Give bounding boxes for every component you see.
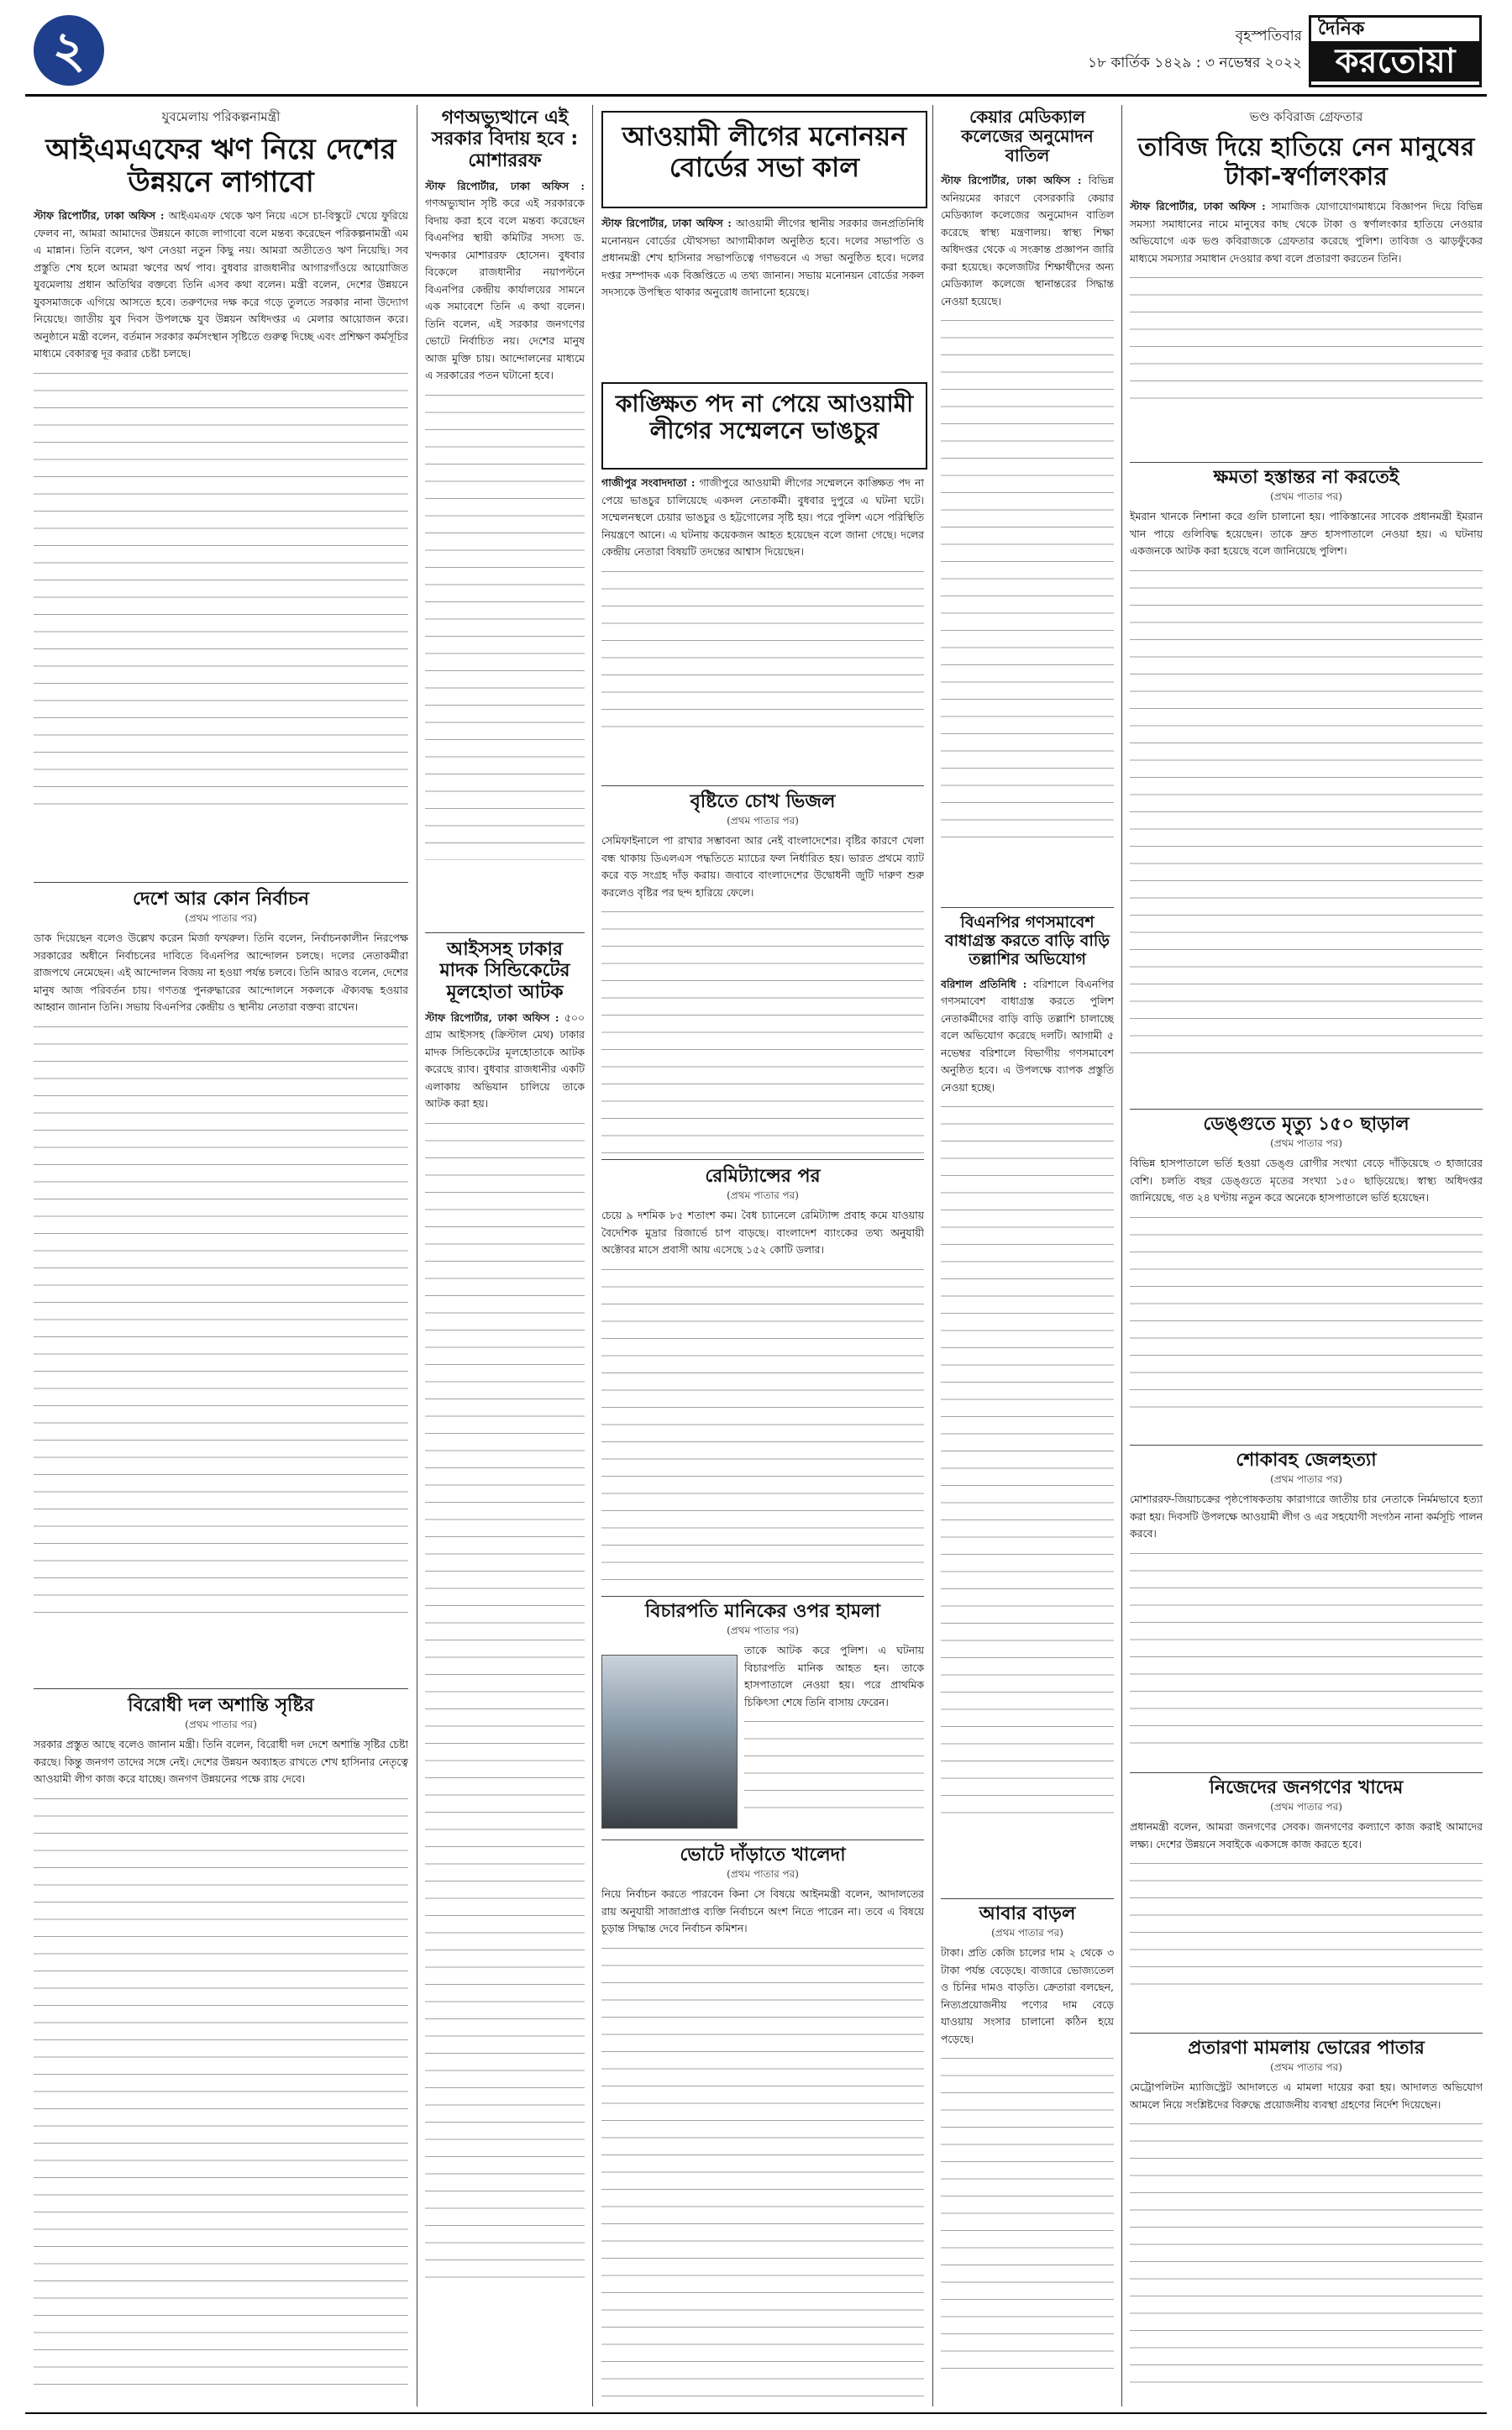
article-text: ৫০০ গ্রাম আইসসহ (ক্রিস্টাল মেথ) ঢাকার মাদক সিন্ডিকেটের মূলহোতাকে আটক করেছে র‌্যাব। বুধবার রাজধানীর একটি এলাকায় অভিযান চালিয়ে তাকে আটক করা হয়। bbox=[425, 1010, 585, 1110]
continued-label: (প্রথম পাতার পর) bbox=[1270, 491, 1342, 503]
article-title: প্রতারণা মামলায় ভোরের পাতার bbox=[1188, 2038, 1425, 2059]
article-body bbox=[425, 1010, 585, 2312]
section-rule bbox=[601, 1159, 924, 1160]
masthead-main: করতোয়া bbox=[1311, 41, 1479, 81]
article-text: তাকে আটক করে পুলিশ। এ ঘটনায় বিচারপতি মানিক আহত হন। তাকে হাসপাতালে নেওয়া হয়। পরে প্রাথমিক চিকিৎসা শেষে তিনি বাসায় ফেরেন। bbox=[744, 1644, 924, 1708]
lead-headline-box bbox=[601, 111, 927, 208]
continued-label: (প্রথম পাতার পর) bbox=[1270, 2061, 1342, 2074]
article-servants bbox=[1130, 1777, 1483, 2020]
continued-label: (প্রথম পাতার পর) bbox=[1270, 1473, 1342, 1486]
header-rule bbox=[25, 94, 1487, 97]
section-rule bbox=[941, 907, 1114, 908]
article-body bbox=[1130, 2079, 1483, 2415]
article-bnp-rally bbox=[941, 914, 1114, 1824]
article-body bbox=[601, 1886, 924, 2406]
article-body bbox=[34, 930, 408, 1669]
article-body bbox=[941, 172, 1114, 911]
masthead-small: দৈনিক bbox=[1318, 18, 1365, 39]
article-text: সরকার প্রস্তুত আছে বলেও জানান মন্ত্রী। তিনি বলেন, বিরোধী দল দেশে অশান্তি সৃষ্টির চেষ্টা করছে। কিন্তু জনগণ তাদের সঙ্গে নেই। দেশের উন্নয়ন অব্যাহত রাখতে শেখ হাসিনার নেতৃত্বে আওয়ামী লীগ কাজ করে যাচ্ছে। জনগণ উন্নয়নের পক্ষে রায় দেবে। bbox=[34, 1738, 408, 1786]
text-lines bbox=[941, 1101, 1114, 1824]
page-number-badge bbox=[34, 15, 104, 86]
text-lines bbox=[1130, 565, 1483, 1069]
text-lines bbox=[34, 1021, 408, 1626]
article-price-rise bbox=[941, 1903, 1114, 2415]
article-body bbox=[941, 1945, 1114, 2415]
article-body bbox=[34, 1736, 408, 2425]
text-lines bbox=[425, 1118, 585, 2294]
article-dengue bbox=[1130, 1114, 1483, 1432]
article-body bbox=[1130, 198, 1483, 459]
article-byline: স্টাফ রিপোর্টার, ঢাকা অফিস : bbox=[941, 174, 1082, 186]
article-body bbox=[34, 207, 408, 846]
section-rule bbox=[1130, 1445, 1483, 1446]
article-body bbox=[1130, 1819, 1483, 2020]
article-title: বিএনপির গণসমাবেশ বাধাগ্রস্ত করতে বাড়ি বাড়ি তল্লাশির অভিযোগ bbox=[945, 913, 1110, 968]
article-body bbox=[1130, 1155, 1483, 1432]
article-nomination bbox=[601, 215, 924, 375]
article-mosharraf bbox=[425, 108, 585, 934]
article-body bbox=[601, 832, 924, 1168]
article-title: কাঙ্ক্ষিত পদ না পেয়ে আওয়ামী লীগের সম্মেলনে ভাঙচুর bbox=[615, 390, 914, 445]
article-title: ভোটে দাঁড়াতে খালেদা bbox=[680, 1845, 846, 1866]
article-remittance bbox=[601, 1166, 924, 1593]
article-text: টাকা। প্রতি কেজি চালের দাম ২ থেকে ৩ টাকা পর্যন্ত বেড়েছে। বাজারে ভোজ্যতেল ও চিনির দামও বাড়তি। ক্রেতারা বলছেন, নিত্যপ্রয়োজনীয় পণ্যের দাম বেড়ে যাওয়ায় সংসার চালানো কঠিন হয়ে পড়েছে। bbox=[941, 1946, 1114, 2045]
masthead bbox=[1309, 15, 1482, 87]
article-title: আবার বাড়ল bbox=[979, 1903, 1076, 1924]
article-text: মেট্রোপলিটন ম্যাজিস্ট্রেট আদালতে এ মামলা দায়ের করা হয়। আদালত অভিযোগ আমলে নিয়ে সংশ্লিষ্টদের বিরুদ্ধে প্রয়োজনীয় ব্যবস্থা গ্রহণের নির্দেশ দিয়েছেন। bbox=[1130, 2081, 1483, 2111]
article-title: আইসসহ ঢাকার মাদক সিন্ডিকেটের মূলহোতা আটক bbox=[439, 939, 570, 1003]
article-title: গণঅভ্যুত্থানে এই সরকার বিদায় হবে : মোশাররফ bbox=[431, 108, 579, 171]
article-fake-healer bbox=[1130, 108, 1483, 459]
text-lines bbox=[744, 1716, 924, 1817]
article-title: তাবিজ দিয়ে হাতিয়ে নেন মানুষের টাকা-স্বর্ণালংকার bbox=[1137, 133, 1475, 192]
text-lines bbox=[1130, 1212, 1483, 1414]
text-lines bbox=[601, 906, 924, 1158]
continued-label: (প্রথম পাতার পর) bbox=[727, 1624, 799, 1637]
article-rain bbox=[601, 791, 924, 1168]
article-drugs bbox=[425, 939, 585, 2312]
day-label: বৃহস্পতিবার bbox=[1235, 28, 1302, 45]
continued-label: (প্রথম পাতার পর) bbox=[991, 1927, 1063, 1939]
continued-label: (প্রথম পাতার পর) bbox=[727, 1868, 799, 1881]
article-byline: স্টাফ রিপোর্টার, ঢাকা অফিস : bbox=[425, 179, 585, 192]
article-body bbox=[1130, 508, 1483, 1096]
article-title: রেমিট্যান্সের পর bbox=[705, 1166, 821, 1187]
article-election bbox=[34, 889, 408, 1669]
text-lines bbox=[601, 1943, 924, 2396]
article-medical-college bbox=[941, 108, 1114, 911]
article-title: কেয়ার মেডিক্যাল কলেজের অনুমোদন বাতিল bbox=[961, 107, 1094, 165]
article-text: গণঅভ্যুত্থান সৃষ্টি করে এই সরকারকে বিদায় করা হবে বলে মন্তব্য করেছেন বিএনপির স্থায়ী কমিটির সদস্য ড. খন্দকার মোশাররফ হোসেন। বুধবার বিকেলে রাজধানীর নয়াপল্টনে বিএনপির কেন্দ্রীয় কার্যালয়ের সামনে এক সমাবেশে তিনি এ কথা বলেন। তিনি বলেন, এই সরকার জনগণের ভোটে নির্বাচিত নয়। দেশের মানুষ আজ মুক্তি চায়। আন্দোলনের মাধ্যমে এ সরকারের পতন ঘটানো হবে। bbox=[425, 197, 585, 382]
article-byline: গাজীপুর সংবাদদাতা : bbox=[601, 476, 696, 489]
page-number: ২ bbox=[52, 21, 86, 80]
article-khaleda bbox=[601, 1845, 924, 2406]
article-body bbox=[1130, 1491, 1483, 1760]
article-text: ইমরান খানকে নিশানা করে গুলি চালানো হয়। পাকিস্তানের সাবেক প্রধানমন্ত্রী ইমরান খান পায়ে গুলিবিদ্ধ হয়েছেন। তাকে দ্রুত হাসপাতালে নেওয়া হয়। এ ঘটনায় একজনকে আটক করা হয়েছে বলে জানিয়েছে পুলিশ। bbox=[1130, 510, 1483, 558]
text-lines bbox=[601, 566, 924, 734]
article-title: ক্ষমতা হস্তান্তর না করতেই bbox=[1213, 467, 1399, 488]
article-vandalism bbox=[601, 475, 924, 777]
text-lines bbox=[941, 315, 1114, 853]
article-title: ডেঙ্গুতে মৃত্যু ১৫০ ছাড়াল bbox=[1203, 1114, 1410, 1135]
article-text: ডাক দিয়েছেন বলেও উল্লেখ করেন মির্জা ফখরুল। তিনি বলেন, নির্বাচনকালীন নিরপেক্ষ সরকারের অধীনে নির্বাচনের দাবিতে বিএনপির আন্দোলন চলছে। দলের নেতাকর্মীরা রাজপথে নেমেছেন। এই আন্দোলন বিজয় না হওয়া পর্যন্ত চলবে। তিনি আরও বলেন, দেশের মানুষ আজ পরিবর্তন চায়। গণতন্ত্র পুনরুদ্ধারের আন্দোলনে সকলকে ঐক্যবদ্ধ হওয়ার আহ্বান জানান তিনি। সভায় বিএনপির কেন্দ্রীয় ও স্থানীয় নেতারা বক্তব্য রাখেন। bbox=[34, 932, 408, 1014]
article-title: আইএমএফের ঋণ নিয়ে দেশের উন্নয়নে লাগাবো bbox=[45, 133, 396, 200]
article-text: মোশাররফ-জিয়াচক্রের পৃষ্ঠপোষকতায় কারাগারে জাতীয় চার নেতাকে নির্মমভাবে হত্যা করা হয়। দিবসটি উপলক্ষে আওয়ামী লীগ ও এর সহযোগী সংগঠন নানা কর্মসূচি পালন করবে। bbox=[1130, 1493, 1483, 1540]
section-rule bbox=[601, 785, 924, 786]
article-opposition bbox=[34, 1695, 408, 2425]
section-rule bbox=[34, 1688, 408, 1689]
continued-label: (প্রথম পাতার পর) bbox=[1270, 1801, 1342, 1813]
section-rule bbox=[1130, 1772, 1483, 1773]
text-lines bbox=[941, 2053, 1114, 2372]
text-lines bbox=[1130, 1548, 1483, 1750]
section-rule bbox=[1130, 1109, 1483, 1110]
section-rule bbox=[601, 1596, 924, 1597]
article-power bbox=[1130, 467, 1483, 1096]
section-rule bbox=[1130, 2033, 1483, 2034]
date-line: ১৮ কার্তিক ১৪২৯ : ৩ নভেম্বর ২০২২ bbox=[1088, 55, 1302, 71]
article-byline: স্টাফ রিপোর্টার, ঢাকা অফিস : bbox=[1130, 200, 1266, 213]
text-lines bbox=[34, 1793, 408, 2398]
article-body bbox=[601, 1207, 924, 1593]
article-byline: স্টাফ রিপোর্টার, ঢাকা অফিস : bbox=[601, 217, 732, 229]
article-text: নিয়ে নির্বাচন করতে পারবেন কিনা সে বিষয়ে আইনমন্ত্রী বলেন, আদালতের রায় অনুযায়ী সাজাপ্রাপ্ত ব্যক্তি নির্বাচনে অংশ নিতে পারেন না। তবে এ বিষয়ে চূড়ান্ত সিদ্ধান্ত দেবে নির্বাচন কমিশন। bbox=[601, 1887, 924, 1935]
article-kicker: ভণ্ড কবিরাজ গ্রেফতার bbox=[1249, 109, 1363, 124]
article-body bbox=[744, 1642, 924, 1835]
article-text: চেয়ে ৯ দশমিক ৮৫ শতাংশ কম। বৈধ চ্যানেলে রেমিট্যান্স প্রবাহ কমে যাওয়ায় বৈদেশিক মুদ্রার রিজার্ভে চাপ বাড়ছে। বাংলাদেশ ব্যাংকের তথ্য অনুযায়ী অক্টোবর মাসে প্রবাসী আয় এসেছে ১৫২ কোটি ডলার। bbox=[601, 1209, 924, 1257]
article-imf bbox=[34, 108, 408, 846]
article-text: গাজীপুরে আওয়ামী লীগের সম্মেলনে কাঙ্ক্ষিত পদ না পেয়ে ভাঙচুর চালিয়েছে একদল নেতাকর্মী। বুধবার দুপুরে এ ঘটনা ঘটে। সম্মেলনস্থলে চেয়ার ভাঙচুর ও হট্টগোলের সৃষ্টি হয়। পরে পুলিশ এসে পরিস্থিতি নিয়ন্ত্রণে আনে। এ ঘটনায় কয়েকজন আহত হয়েছেন বলে জানা গেছে। দলের কেন্দ্রীয় নেতারা বিষয়টি তদন্তের আশ্বাস দিয়েছেন। bbox=[601, 476, 924, 558]
section-rule bbox=[941, 1898, 1114, 1899]
article-text: আইএমএফ থেকে ঋণ নিয়ে এসে চা-বিস্কুটে খেয়ে ফুরিয়ে ফেলব না, আমরা আমাদের উন্নয়নে কাজে লাগাবো বলে মন্তব্য করেছেন পরিকল্পনামন্ত্রী এম এ মান্নান। তিনি বলেন, ঋণ নেওয়া নতুন কিছু নয়। আমরা অতীতেও ঋণ নিয়েছি। সব প্রস্তুতি শেষ হলে আমরা ঋণের অর্থ পাব। বুধবার রাজধানীর আগারগাঁওয়ে আয়োজিত যুবমেলায় প্রধান অতিথির বক্তব্যে তিনি এসব কথা বলেন। মন্ত্রী বলেন, দেশের উন্নয়নে যুবসমাজকে এগিয়ে আসতে হবে। তরুণদের দক্ষ করে গড়ে তুলতে সরকার নানা উদ্যোগ নিয়েছে। জাতীয় যুব দিবস উপলক্ষে যুব উন্নয়ন অধিদপ্তর এ মেলার আয়োজন করে। অনুষ্ঠানে মন্ত্রী বলেন, বর্তমান সরকার কর্মসংস্থান সৃষ্টিতে গুরুত্ব দিচ্ছে এবং প্রশিক্ষণ কর্মসূচির মাধ্যমে বেকারত্ব দূর করার চেষ্টা চলছে। bbox=[34, 209, 408, 360]
article-title: বৃষ্টিতে চোখ ভিজল bbox=[690, 791, 836, 812]
continued-label: (প্রথম পাতার পর) bbox=[727, 815, 799, 827]
continued-label: (প্রথম পাতার পর) bbox=[185, 912, 257, 925]
article-byline: স্টাফ রিপোর্টার, ঢাকা অফিস : bbox=[425, 1010, 559, 1024]
article-text: সেমিফাইনালে পা রাখার সম্ভাবনা আর নেই বাংলাদেশের। বৃষ্টির কারণে খেলা বন্ধ থাকায় ডিএলএস পদ্ধতিতে ম্যাচের ফল নির্ধারিত হয়। ভারত প্রথমে ব্যাট করে বড় সংগ্রহ দাঁড় করায়। জবাবে বাংলাদেশের উদ্বোধনী জুটি দারুণ শুরু করলেও বৃষ্টির পর ছন্দ হারিয়ে ফেলে। bbox=[601, 834, 924, 899]
article-text: আওয়ামী লীগের স্থানীয় সরকার জনপ্রতিনিধি মনোনয়ন বোর্ডের যৌথসভা আগামীকাল অনুষ্ঠিত হবে। দলের সভাপতি ও প্রধানমন্ত্রী শেখ হাসিনার সভাপতিত্বে গণভবনে এ সভা অনুষ্ঠিত হবে। দলের দপ্তর সম্পাদক এক বিজ্ঞপ্তিতে এ তথ্য জানান। সভায় মনোনয়ন বোর্ডের সকল সদস্যকে উপস্থিত থাকার অনুরোধ জানানো হয়েছে। bbox=[601, 217, 924, 298]
article-title: নিজেদের জনগণের খাদেম bbox=[1209, 1777, 1404, 1798]
text-lines bbox=[34, 368, 408, 805]
text-lines bbox=[1130, 1858, 1483, 1992]
article-title: দেশে আর কোন নির্বাচন bbox=[133, 889, 309, 910]
column-divider bbox=[592, 105, 593, 2406]
text-lines bbox=[1130, 2118, 1483, 2387]
continued-label: (প্রথম পাতার পর) bbox=[727, 1189, 799, 1202]
headline-box bbox=[601, 382, 927, 470]
article-text: বিভিন্ন অনিয়মের কারণে বেসরকারি কেয়ার মেডিক্যাল কলেজের অনুমোদন বাতিল করেছে স্বাস্থ্য মন্ত্রণালয়। স্বাস্থ্য শিক্ষা অধিদপ্তর থেকে এ সংক্রান্ত প্রজ্ঞাপন জারি করা হয়েছে। কলেজটির শিক্ষার্থীদের অন্য মেডিক্যাল কলেজে স্থানান্তরের সিদ্ধান্ত নেওয়া হয়েছে। bbox=[941, 174, 1114, 307]
article-byline: স্টাফ রিপোর্টার, ঢাকা অফিস : bbox=[34, 209, 165, 223]
text-lines bbox=[425, 390, 585, 860]
text-lines bbox=[601, 1264, 924, 1583]
column-divider bbox=[1121, 105, 1122, 2406]
article-byline: বরিশাল প্রতিনিধি : bbox=[941, 977, 1027, 990]
section-rule bbox=[425, 932, 585, 933]
article-body bbox=[941, 976, 1114, 1824]
article-body bbox=[425, 178, 585, 934]
column-divider bbox=[932, 105, 933, 2406]
section-rule bbox=[1130, 462, 1483, 463]
text-lines bbox=[1130, 272, 1483, 407]
footer-rule bbox=[25, 2412, 1487, 2414]
article-kicker: যুবমেলায় পরিকল্পনামন্ত্রী bbox=[161, 109, 281, 124]
section-rule bbox=[34, 882, 408, 883]
article-title: বিচারপতি মানিকের ওপর হামলা bbox=[644, 1601, 881, 1622]
continued-label: (প্রথম পাতার পর) bbox=[1270, 1137, 1342, 1150]
article-body bbox=[601, 215, 924, 375]
article-text: বরিশালে বিএনপির গণসমাবেশ বাধাগ্রস্ত করতে পুলিশ নেতাকর্মীদের বাড়ি বাড়ি তল্লাশি চালাচ্ছে বলে অভিযোগ করেছে দলটি। আগামী ৫ নভেম্বর বরিশালে বিভাগীয় গণসমাবেশ অনুষ্ঠিত হবে। এ উপলক্ষে ব্যাপক প্রস্তুতি নেওয়া হচ্ছে। bbox=[941, 977, 1114, 1094]
article-text: সামাজিক যোগাযোগমাধ্যমে বিজ্ঞাপন দিয়ে বিভিন্ন সমস্যা সমাধানের নামে মানুষের কাছ থেকে টাকা ও স্বর্ণালংকার হাতিয়ে নেওয়ার অভিযোগে এক ভণ্ড কবিরাজকে গ্রেফতার করেছে পুলিশ। তাবিজ ও ঝাড়ফুঁকের মাধ্যমে সমস্যার সমাধান দেওয়ার কথা বলে প্রতারণা করতেন তিনি। bbox=[1130, 200, 1483, 265]
article-title: শোকাবহ জেলহত্যা bbox=[1236, 1450, 1377, 1471]
article-title: বিরোধী দল অশান্তি সৃষ্টির bbox=[128, 1695, 314, 1716]
article-text: প্রধানমন্ত্রী বলেন, আমরা জনগণের সেবক। জনগণের কল্যাণে কাজ করাই আমাদের লক্ষ্য। দেশের উন্নয়নে সবাইকে একসঙ্গে কাজ করতে হবে। bbox=[1130, 1820, 1483, 1850]
article-text: বিভিন্ন হাসপাতালে ভর্তি হওয়া ডেঙ্গু রোগীর সংখ্যা বেড়ে দাঁড়িয়েছে ৩ হাজারের বেশি। চলতি বছর ডেঙ্গুতে মৃতের সংখ্যা ১৫০ ছাড়িয়েছে। স্বাস্থ্য অধিদপ্তর জানিয়েছে, গত ২৪ ঘণ্টায় নতুন করে অনেকে হাসপাতালে ভর্তি হয়েছেন। bbox=[1130, 1157, 1483, 1205]
article-title: আওয়ামী লীগের মনোনয়ন বোর্ডের সভা কাল bbox=[622, 120, 907, 183]
article-fraud-case bbox=[1130, 2038, 1483, 2415]
continued-label: (প্রথম পাতার পর) bbox=[185, 1719, 257, 1731]
article-body bbox=[601, 475, 924, 777]
article-jail-killing bbox=[1130, 1450, 1483, 1760]
article-judge bbox=[601, 1601, 924, 1835]
judge-photo bbox=[601, 1655, 738, 1829]
